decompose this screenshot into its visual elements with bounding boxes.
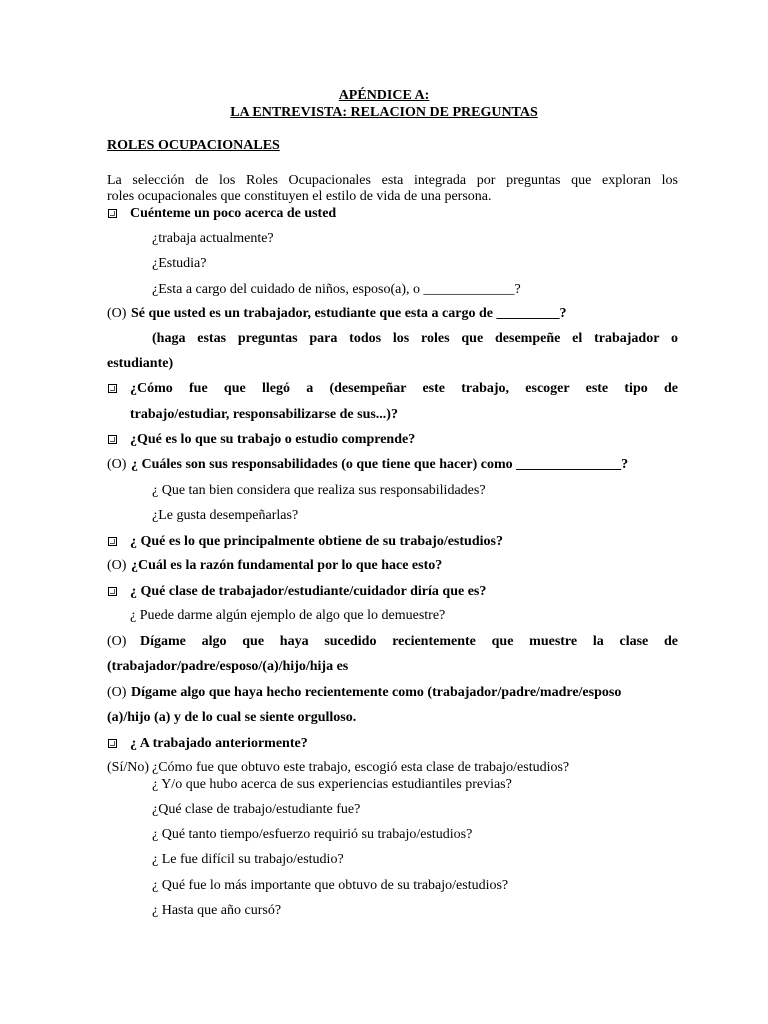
question-student-experiences: ¿ Y/o que hubo acerca de sus experiencias estudiantiles previas? [152, 777, 512, 792]
option-prefix: (O) [107, 634, 127, 649]
option-prefix: (O) [107, 558, 127, 573]
interview-title: LA ENTREVISTA: RELACION DE PREGUNTAS [230, 105, 538, 120]
question-was-difficult: ¿ Le fue difícil su trabajo/estudio? [152, 852, 344, 867]
instruction-line-1: (haga estas preguntas para todos los roles que desempeñe el trabajador o [152, 331, 678, 346]
checkbox-bullet-icon [108, 587, 117, 596]
question-how-started-line-1: ¿Cómo fue que llegó a (desempeñar este trabajo, escoger este tipo de [130, 381, 678, 396]
question-proud-line-1: Dígame algo que haya hecho recientemente como (trabajador/padre/madre/esposo [131, 685, 622, 700]
question-proud-line-2: (a)/hijo (a) y de lo cual se siente orgulloso. [107, 710, 357, 725]
question-worked-before: ¿ A trabajado anteriormente? [130, 736, 308, 751]
question-main-gain: ¿ Qué es lo que principalmente obtiene de su trabajo/estudios? [130, 534, 503, 549]
question-kind-of-work: ¿Qué clase de trabajo/estudiante fue? [152, 802, 361, 817]
instruction-line-2: estudiante) [107, 356, 174, 371]
question-last-grade: ¿ Hasta que año cursó? [152, 903, 282, 918]
question-most-important: ¿ Qué fue lo más importante que obtuvo de su trabajo/estudios? [152, 878, 509, 893]
question-how-started-line-2: trabajo/estudiar, responsabilizarse de sus...)? [130, 407, 398, 422]
checkbox-bullet-icon [108, 384, 117, 393]
checkbox-bullet-icon [108, 537, 117, 546]
option-prefix: (O) [107, 457, 127, 472]
question-studies: ¿Estudia? [152, 256, 207, 271]
checkbox-bullet-icon [108, 209, 117, 218]
question-caregiving: ¿Esta a cargo del cuidado de niños, esposo(a), o _____________? [152, 282, 521, 297]
question-works-now: ¿trabaja actualmente? [152, 231, 274, 246]
question-responsibilities: ¿ Cuáles son sus responsabilidades (o que tiene que hacer) como _______________? [131, 457, 629, 472]
intro-line-1: La selección de los Roles Ocupacionales esta integrada por preguntas que exploran los [107, 173, 678, 188]
question-how-well: ¿ Que tan bien considera que realiza sus responsabilidades? [152, 483, 486, 498]
option-prefix: (O) [107, 685, 127, 700]
question-recent-event-line-1: Dígame algo que haya sucedido recientemente que muestre la clase de [140, 634, 678, 649]
question-likes-it: ¿Le gusta desempeñarlas? [152, 508, 299, 523]
question-kind-of-worker: ¿ Qué clase de trabajador/estudiante/cuidador diría que es? [130, 584, 487, 599]
question-how-obtained: ¿Cómo fue que obtuvo este trabajo, escogió esta clase de trabajo/estudios? [152, 760, 570, 775]
question-main-reason: ¿Cuál es la razón fundamental por lo que hace esto? [131, 558, 443, 573]
question-give-example: ¿ Puede darme algún ejemplo de algo que lo demuestre? [130, 608, 446, 623]
checkbox-bullet-icon [108, 435, 117, 444]
question-work-content: ¿Qué es lo que su trabajo o estudio comprende? [130, 432, 416, 447]
checkbox-bullet-icon [108, 739, 117, 748]
intro-line-2: roles ocupacionales que constituyen el estilo de vida de una persona. [107, 189, 492, 204]
appendix-title: APÉNDICE A: [338, 88, 430, 103]
option-prefix: (O) [107, 306, 127, 321]
question-known-roles: Sé que usted es un trabajador, estudiante que esta a cargo de _________? [131, 306, 567, 321]
question-time-effort: ¿ Qué tanto tiempo/esfuerzo requirió su trabajo/estudios? [152, 827, 473, 842]
section-title: ROLES OCUPACIONALES [107, 138, 280, 153]
yes-no-prefix: (Sí/No) [107, 760, 149, 775]
question-recent-event-line-2: (trabajador/padre/esposo/(a)/hijo/hija es [107, 659, 349, 674]
question-about-you: Cuénteme un poco acerca de usted [130, 206, 337, 221]
